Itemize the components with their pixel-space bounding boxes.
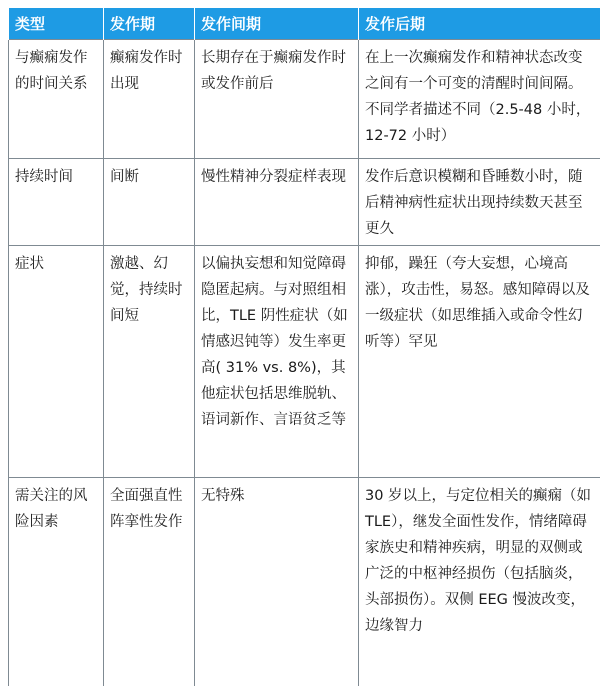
cell-type: 症状 <box>9 246 104 478</box>
cell-postictal: 发作后意识模糊和昏睡数小时，随后精神病性症状出现持续数天甚至更久 <box>359 159 600 246</box>
cell-interictal: 长期存在于癫痫发作时或发作前后 <box>195 40 359 159</box>
table-row <box>9 40 600 159</box>
cell-interictal: 以偏执妄想和知觉障碍隐匿起病。与对照组相比，TLE 阴性症状（如情感迟钝等）发生率更高( 31% vs. 8%)，其他症状包括思维脱轨、语词新作、言语贫乏等 <box>195 246 359 478</box>
table-row <box>9 246 600 478</box>
comparison-table <box>8 8 600 686</box>
cell-interictal: 慢性精神分裂症样表现 <box>195 159 359 246</box>
header-type: 类型 <box>9 8 104 40</box>
cell-postictal: 30 岁以上，与定位相关的癫痫（如 TLE），继发全面性发作，情绪障碍家族史和精神疾病，明显的双侧或广泛的中枢神经损伤（包括脑炎，头部损伤）。双侧 EEG 慢波改变，边缘智力 <box>359 478 600 686</box>
cell-type: 持续时间 <box>9 159 104 246</box>
cell-ictal: 激越、幻觉，持续时间短 <box>104 246 195 478</box>
cell-type: 需关注的风险因素 <box>9 478 104 686</box>
header-interictal: 发作间期 <box>195 8 359 40</box>
header-ictal: 发作期 <box>104 8 195 40</box>
cell-ictal: 癫痫发作时出现 <box>104 40 195 159</box>
cell-ictal: 间断 <box>104 159 195 246</box>
table-row <box>9 478 600 686</box>
table-row <box>9 159 600 246</box>
header-postictal: 发作后期 <box>359 8 600 40</box>
cell-postictal: 抑郁，躁狂（夸大妄想，心境高涨），攻击性，易怒。感知障碍以及一级症状（如思维插入或命令性幻听等）罕见 <box>359 246 600 478</box>
cell-interictal: 无特殊 <box>195 478 359 686</box>
cell-type: 与癫痫发作的时间关系 <box>9 40 104 159</box>
header-row <box>9 8 600 40</box>
cell-ictal: 全面强直性阵挛性发作 <box>104 478 195 686</box>
cell-postictal: 在上一次癫痫发作和精神状态改变之间有一个可变的清醒时间间隔。不同学者描述不同（2.5-48 小时，12-72 小时） <box>359 40 600 159</box>
